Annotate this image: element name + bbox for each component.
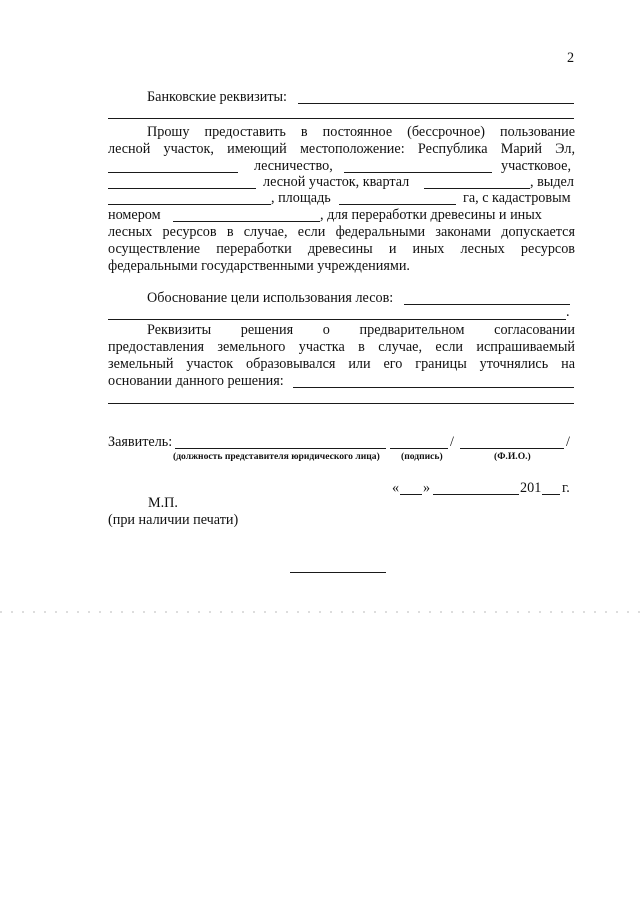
district-forestry-blank	[344, 172, 492, 173]
applicant-slash-2: /	[566, 434, 570, 450]
page-number: 2	[567, 50, 575, 66]
bank-details-blank-2	[108, 118, 574, 119]
tract-blank	[108, 188, 256, 189]
decision-blank-1	[293, 387, 574, 388]
number-label: номером	[108, 207, 161, 223]
forestry-blank	[108, 172, 238, 173]
applicant-name-blank	[460, 448, 564, 449]
caption-position: (должность представителя юридического лица)	[173, 451, 380, 462]
closing-separator	[290, 572, 386, 573]
date-open-quote: «	[392, 480, 400, 496]
stamp-note: (при наличии печати)	[108, 512, 239, 528]
caption-signature: (подпись)	[401, 451, 443, 462]
forestry-label: лесничество,	[254, 158, 333, 174]
cadastral-number-blank	[173, 221, 320, 222]
request-line-1: Прошу предоставить в постоянное (бессрочное) пользование	[147, 124, 575, 140]
bank-details-label: Банковские реквизиты:	[147, 89, 287, 105]
request-line-7: лесных ресурсов в случае, если федеральными законами допускается	[108, 224, 575, 240]
applicant-position-blank	[175, 448, 386, 449]
date-year-blank	[542, 494, 560, 495]
area-blank	[339, 204, 456, 205]
request-line-2: лесной участок, имеющий местоположение: Республика Марий Эл,	[108, 141, 575, 157]
purpose-blank-1	[404, 304, 570, 305]
section-label: , выдел	[530, 174, 574, 190]
decision-blank-2	[108, 403, 574, 404]
hectares-cadastral-label: га, с кадастровым	[463, 190, 571, 206]
decision-line-1: Реквизиты решения о предварительном согласовании	[147, 322, 575, 338]
section-blank	[108, 204, 271, 205]
applicant-slash-1: /	[450, 434, 454, 450]
caption-name: (Ф.И.О.)	[494, 451, 531, 462]
scan-artifact-line	[0, 611, 640, 613]
date-close-quote: »	[423, 480, 431, 496]
processing-label: , для переработки древесины и иных	[320, 207, 542, 223]
date-year-prefix: 201	[520, 480, 542, 496]
request-line-9: федеральными государственными учреждениями.	[108, 258, 410, 274]
decision-line-4: основании данного решения:	[108, 373, 284, 389]
area-label: , площадь	[271, 190, 331, 206]
decision-line-2: предоставления земельного участка в случае, если испрашиваемый	[108, 339, 575, 355]
applicant-label: Заявитель:	[108, 434, 173, 450]
purpose-end-dot: .	[566, 304, 570, 320]
district-label: участковое,	[501, 158, 572, 174]
forest-plot-quarter-label: лесной участок, квартал	[263, 174, 410, 190]
purpose-blank-2	[108, 319, 566, 320]
request-line-8: осуществление переработки древесины и иных лесных ресурсов	[108, 241, 575, 257]
date-day-blank	[400, 494, 422, 495]
stamp-label: М.П.	[148, 495, 178, 511]
decision-line-3: земельный участок образовывался или его границы уточнялись на	[108, 356, 575, 372]
applicant-signature-blank	[390, 448, 448, 449]
bank-details-blank-1	[298, 103, 574, 104]
date-month-blank	[433, 494, 519, 495]
date-year-suffix: г.	[562, 480, 570, 496]
purpose-label: Обоснование цели использования лесов:	[147, 290, 394, 306]
quarter-blank	[424, 188, 530, 189]
